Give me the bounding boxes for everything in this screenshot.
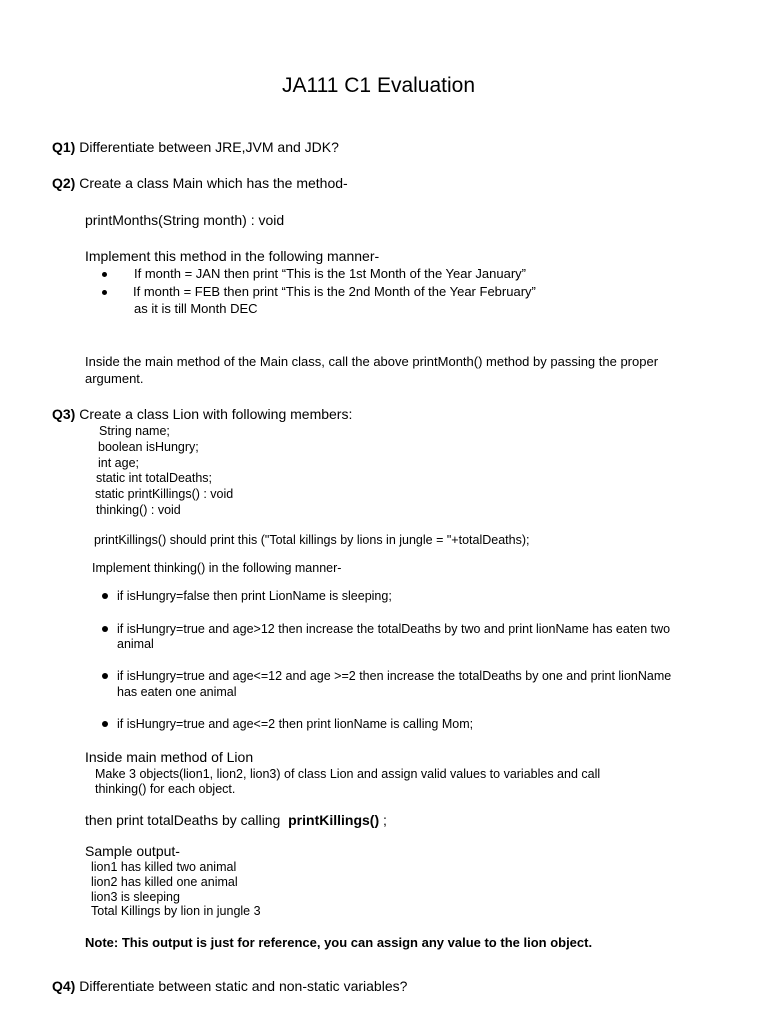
sample-output-line: Total Killings by lion in jungle 3: [91, 904, 261, 918]
question-4: [52, 978, 407, 994]
lion-member: String name;: [99, 424, 170, 438]
question-3-text: Create a class Lion with following members:: [79, 406, 353, 422]
q2-main-line-2: argument.: [85, 371, 144, 386]
q3-rule-4: if isHungry=true and age<=2 then print lionName is calling Mom;: [117, 717, 474, 731]
sample-output-line: lion2 has killed one animal: [91, 875, 238, 889]
question-3: [52, 406, 352, 422]
question-4-label: Q4): [52, 978, 76, 994]
q2-bullet-continuation: as it is till Month DEC: [134, 301, 258, 316]
q3-inside-main: Inside main method of Lion: [85, 749, 254, 765]
q3-make-line-1: Make 3 objects(lion1, lion2, lion3) of class Lion and assign valid values to variables and call: [95, 767, 601, 781]
bullet-icon: [102, 673, 108, 679]
lion-member: thinking() : void: [96, 503, 181, 517]
q3-rule-3-cont: has eaten one animal: [117, 685, 237, 699]
bullet-icon: [102, 721, 108, 727]
bullet-icon: [102, 593, 108, 599]
sample-output-line: lion3 is sleeping: [91, 890, 180, 904]
lion-member: static printKillings() : void: [95, 487, 234, 501]
question-1: [52, 139, 339, 155]
page-title: JA111 C1 Evaluation: [282, 74, 476, 97]
q3-note: Note: This output is just for reference, you can assign any value to the lion object.: [85, 935, 593, 950]
q2-implement-text: Implement this method in the following manner-: [85, 248, 380, 264]
lion-member: static int totalDeaths;: [96, 471, 213, 485]
question-1-label: Q1): [52, 139, 76, 155]
q2-main-line-1: Inside the main method of the Main class, call the above printMonth() method by passing the proper: [85, 354, 659, 369]
question-3-label: Q3): [52, 406, 76, 422]
q3-implement-text: Implement thinking() in the following manner-: [92, 561, 342, 575]
question-4-text: Differentiate between static and non-static variables?: [79, 978, 408, 994]
q3-make-line-2: thinking() for each object.: [95, 782, 236, 796]
q3-then-print: [85, 812, 387, 828]
bullet-icon: [102, 290, 107, 295]
q3-then-print-method: printKillings(): [288, 812, 380, 828]
q3-then-print-suffix: ;: [383, 812, 387, 828]
q3-then-print-prefix: then print totalDeaths by calling: [85, 812, 281, 828]
q3-rule-2-cont: animal: [117, 637, 154, 651]
question-2: [52, 175, 348, 191]
q3-rule-1: if isHungry=false then print LionName is sleeping;: [117, 589, 392, 603]
bullet-icon: [102, 272, 107, 277]
q3-rule-2: if isHungry=true and age>12 then increase the totalDeaths by two and print lionName has eaten two: [117, 622, 671, 636]
sample-output-line: lion1 has killed two animal: [91, 860, 237, 874]
lion-member: int age;: [98, 456, 140, 470]
q3-sample-output-label: Sample output-: [85, 843, 180, 859]
q3-rule-3: if isHungry=true and age<=12 and age >=2 then increase the totalDeaths by one and print lionName: [117, 669, 672, 683]
q2-method-signature: printMonths(String month) : void: [85, 212, 285, 228]
q3-print-killings-text: printKillings() should print this ("Total killings by lions in jungle = "+totalDeaths);: [94, 533, 530, 547]
q2-bullet-1: If month = JAN then print “This is the 1st Month of the Year January”: [134, 266, 527, 281]
question-1-text: Differentiate between JRE,JVM and JDK?: [79, 139, 339, 155]
question-2-label: Q2): [52, 175, 76, 191]
q2-bullet-2: If month = FEB then print “This is the 2nd Month of the Year February”: [133, 284, 536, 299]
bullet-icon: [102, 626, 108, 632]
lion-member: boolean isHungry;: [98, 440, 199, 454]
question-2-text: Create a class Main which has the method-: [79, 175, 348, 191]
